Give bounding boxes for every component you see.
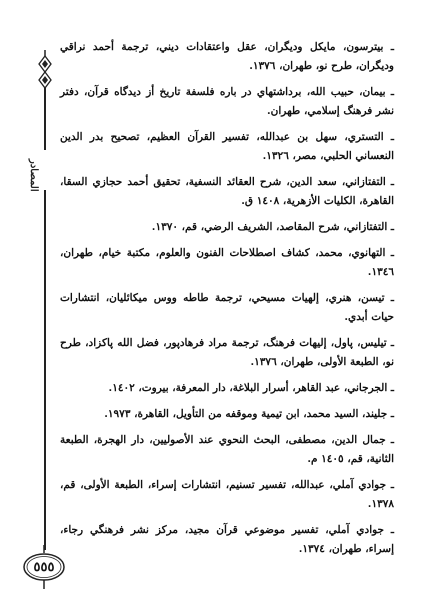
reference-entry: ـ بيمان، حبيب الله، برداشتهاي در باره فلسفة تاريخ أز ديدگاه قرآن، دفتر نشر فرهنگ إسلامي، طهران. — [60, 86, 394, 117]
chapter-label: المصادر — [28, 158, 39, 192]
reference-entry: ـ تيسن، هنري، إلهيات مسيحي، ترجمة طاطه ووس ميكائليان، انتشارات حيات أبدي. — [60, 292, 394, 323]
reference-entry: ـ جوادي آملي، عبدالله، تفسير تسنيم، انتشارات إسراء، الطبعة الأولى، قم، ١٣٧٨. — [60, 479, 394, 510]
reference-entry: ـ التهانوي، محمد، كشاف اصطلاحات الفنون والعلوم، مكتبة خيام، طهران، ١٣٤٦. — [60, 247, 394, 278]
reference-entry: ـ التستري، سهل بن عبدالله، تفسير القرآن العظيم، تصحيح بدر الدين النعساني الحلبي، مصر، ١٣٢٦. — [60, 131, 394, 162]
references-list — [60, 38, 394, 566]
reference-entry: ـ التفتازاني، سعد الدين، شرح العقائد النسفية، تحقيق أحمد حجازي السقا، القاهرة، الكليات الأزهرية، ١٤٠٨ ق. — [60, 176, 394, 207]
reference-entry: ـ بيترسون، مايكل وديگران، عقل واعتقادات ديني، ترجمة أحمد نراقي وديگران، طرح نو، طهران، ١٣٧٦. — [60, 41, 394, 72]
reference-entry: ـ جمال الدين، مصطفى، البحث النحوي عند الأصوليين، دار الهجرة، الطبعة الثانية، قم، ١٤٠٥ م. — [60, 434, 394, 465]
margin-rule-top — [44, 88, 46, 150]
page-number: ٥٥٥ — [33, 559, 55, 575]
reference-entry: ـ الجرجاني، عبد القاهر، أسرار البلاغة، دار المعرفة، بيروت، ١٤٠٢. — [108, 382, 394, 394]
margin-rule-bottom — [44, 190, 46, 550]
reference-entry: ـ جوادي آملي، تفسير موضوعي قرآن مجيد، مركز نشر فرهنگي رجاء، إسراء، طهران، ١٣٧٤. — [60, 524, 394, 555]
reference-entry: ـ تيليس، پاول، إليهات فرهنگ، ترجمة مراد فرهادپور، فضل الله پاكزاد، طرح نو، الطبعة الأولى، طهران، ١٣٧٦. — [60, 337, 394, 368]
reference-entry: ـ جليند، السيد محمد، ابن تيمية وموقفه من التأويل، القاهرة، ١٩٧٣. — [104, 408, 394, 420]
ornament-top-icon — [36, 50, 54, 92]
reference-entry: ـ التفتازاني، شرح المقاصد، الشريف الرضي، قم، ١٣٧٠. — [151, 221, 394, 233]
